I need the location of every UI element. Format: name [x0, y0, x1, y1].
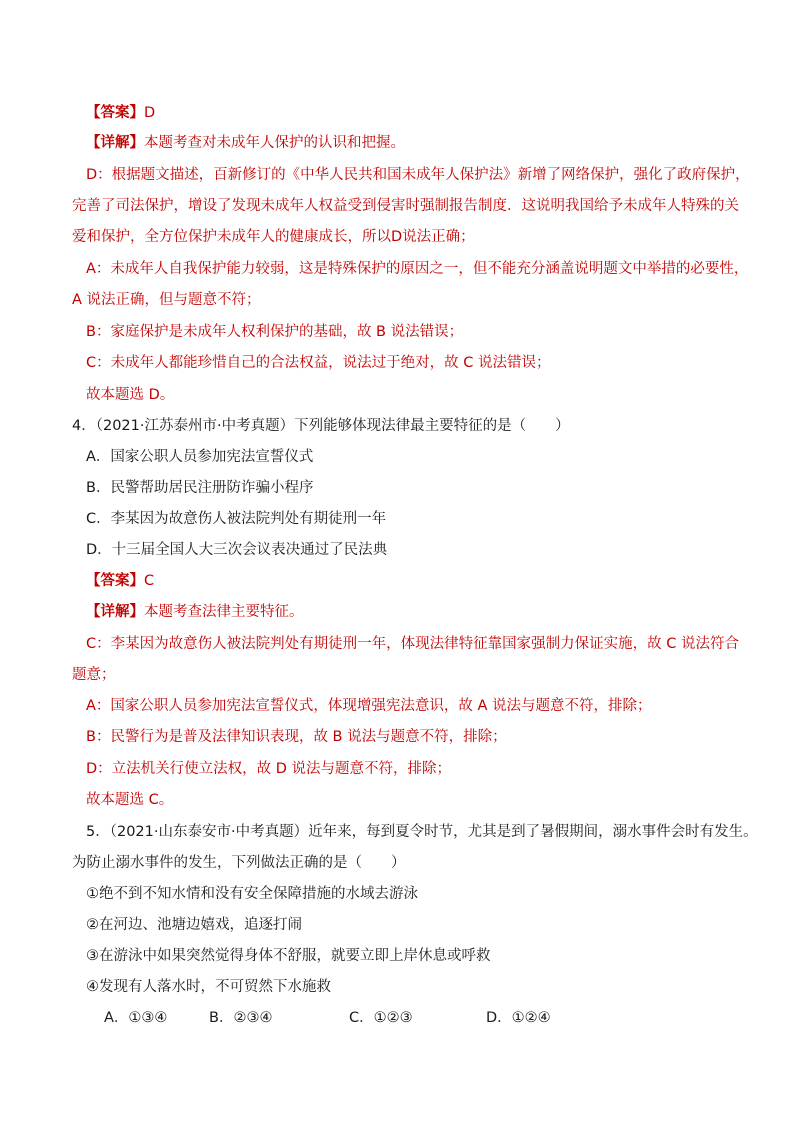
q5-statement: ④发现有人落水时，不可贸然下水施救 [86, 979, 331, 995]
q4-answer [86, 571, 736, 591]
q3-detail-line: 爱和保护，全方位保护未成年人的健康成长，所以D说法正确； [72, 229, 475, 245]
q4-detail-line: C：李某因为故意伤人被法院判处有期徒刑一年，体现法律特征靠国家强制力保证实施，故 C 说法符合 [86, 636, 739, 652]
q3-detail-line: C：未成年人都能珍惜自己的合法权益，说法过于绝对，故 C 说法错误； [86, 355, 551, 371]
q4-stem: 4．（2021·江苏泰州市·中考真题）下列能够体现法律最主要特征的是（ ） [72, 418, 570, 434]
q3-detail-line: D：根据题文描述，百新修订的《中华人民共和国未成年人保护法》新增了网络保护，强化了政府保护， [86, 167, 750, 183]
q5-choice-a: A．①③④ [104, 1010, 168, 1026]
q3-detail-line: 完善了司法保护，增设了发现未成年人权益受到侵害时强制报告制度．这说明我国给予未成年人特殊的关 [72, 198, 739, 214]
q4-detail [86, 602, 736, 622]
q3-detail [86, 133, 736, 153]
q3-detail-line: A：未成年人自我保护能力较弱，这是特殊保护的原因之一，但不能充分涵盖说明题文中举措的必要性， [86, 261, 749, 277]
q5-choice-d: D．①②④ [486, 1010, 551, 1026]
q3-detail-line: A 说法正确，但与题意不符； [72, 292, 261, 308]
q3-conclusion: 故本题选 D。 [86, 387, 175, 403]
q4-option-d: D．十三届全国人大三次会议表决通过了民法典 [86, 542, 388, 558]
q4-conclusion: 故本题选 C。 [86, 792, 174, 808]
answer-tag: 【答案】 [86, 573, 144, 589]
detail-text: 本题考查对未成年人保护的认识和把握。 [144, 135, 405, 151]
q5-stem-line: 5．（2021·山东泰安市·中考真题）近年来，每到夏令时节，尤其是到了暑假期间，溺水事件会时有发生。 [86, 824, 758, 840]
detail-tag: 【详解】 [86, 135, 144, 151]
detail-tag: 【详解】 [86, 604, 144, 620]
q5-statement: ②在河边、池塘边嬉戏，追逐打闹 [86, 917, 302, 933]
answer-tag: 【答案】 [86, 105, 144, 121]
q5-statement: ③在游泳中如果突然觉得身体不舒服，就要立即上岸休息或呼救 [86, 948, 491, 964]
q5-stem-line: 为防止溺水事件的发生，下列做法正确的是（ ） [72, 855, 406, 871]
q4-option-a: A．国家公职人员参加宪法宣誓仪式 [86, 449, 314, 465]
answer-value: D [144, 105, 156, 121]
answer-value: C [144, 573, 155, 589]
q4-detail-line: A：国家公职人员参加宪法宣誓仪式，体现增强宪法意识，故 A 说法与题意不符，排除； [86, 698, 652, 714]
q4-option-c: C．李某因为故意伤人被法院判处有期徒刑一年 [86, 511, 387, 527]
q4-option-b: B．民警帮助居民注册防诈骗小程序 [86, 480, 314, 496]
q3-answer [86, 103, 736, 123]
q3-detail-line: B：家庭保护是未成年人权利保护的基础，故 B 说法错误； [86, 324, 464, 340]
detail-text: 本题考查法律主要特征。 [144, 604, 304, 620]
q4-detail-line: D：立法机关行使立法权，故 D 说法与题意不符，排除； [86, 761, 452, 777]
q5-choice-c: C．①②③ [349, 1010, 413, 1026]
q4-detail-line: B：民警行为是普及法律知识表现，故 B 说法与题意不符，排除； [86, 729, 507, 745]
q5-choice-b: B．②③④ [209, 1010, 273, 1026]
q5-statement: ①绝不到不知水情和没有安全保障措施的水域去游泳 [86, 886, 418, 902]
q4-detail-line: 题意； [72, 667, 116, 683]
